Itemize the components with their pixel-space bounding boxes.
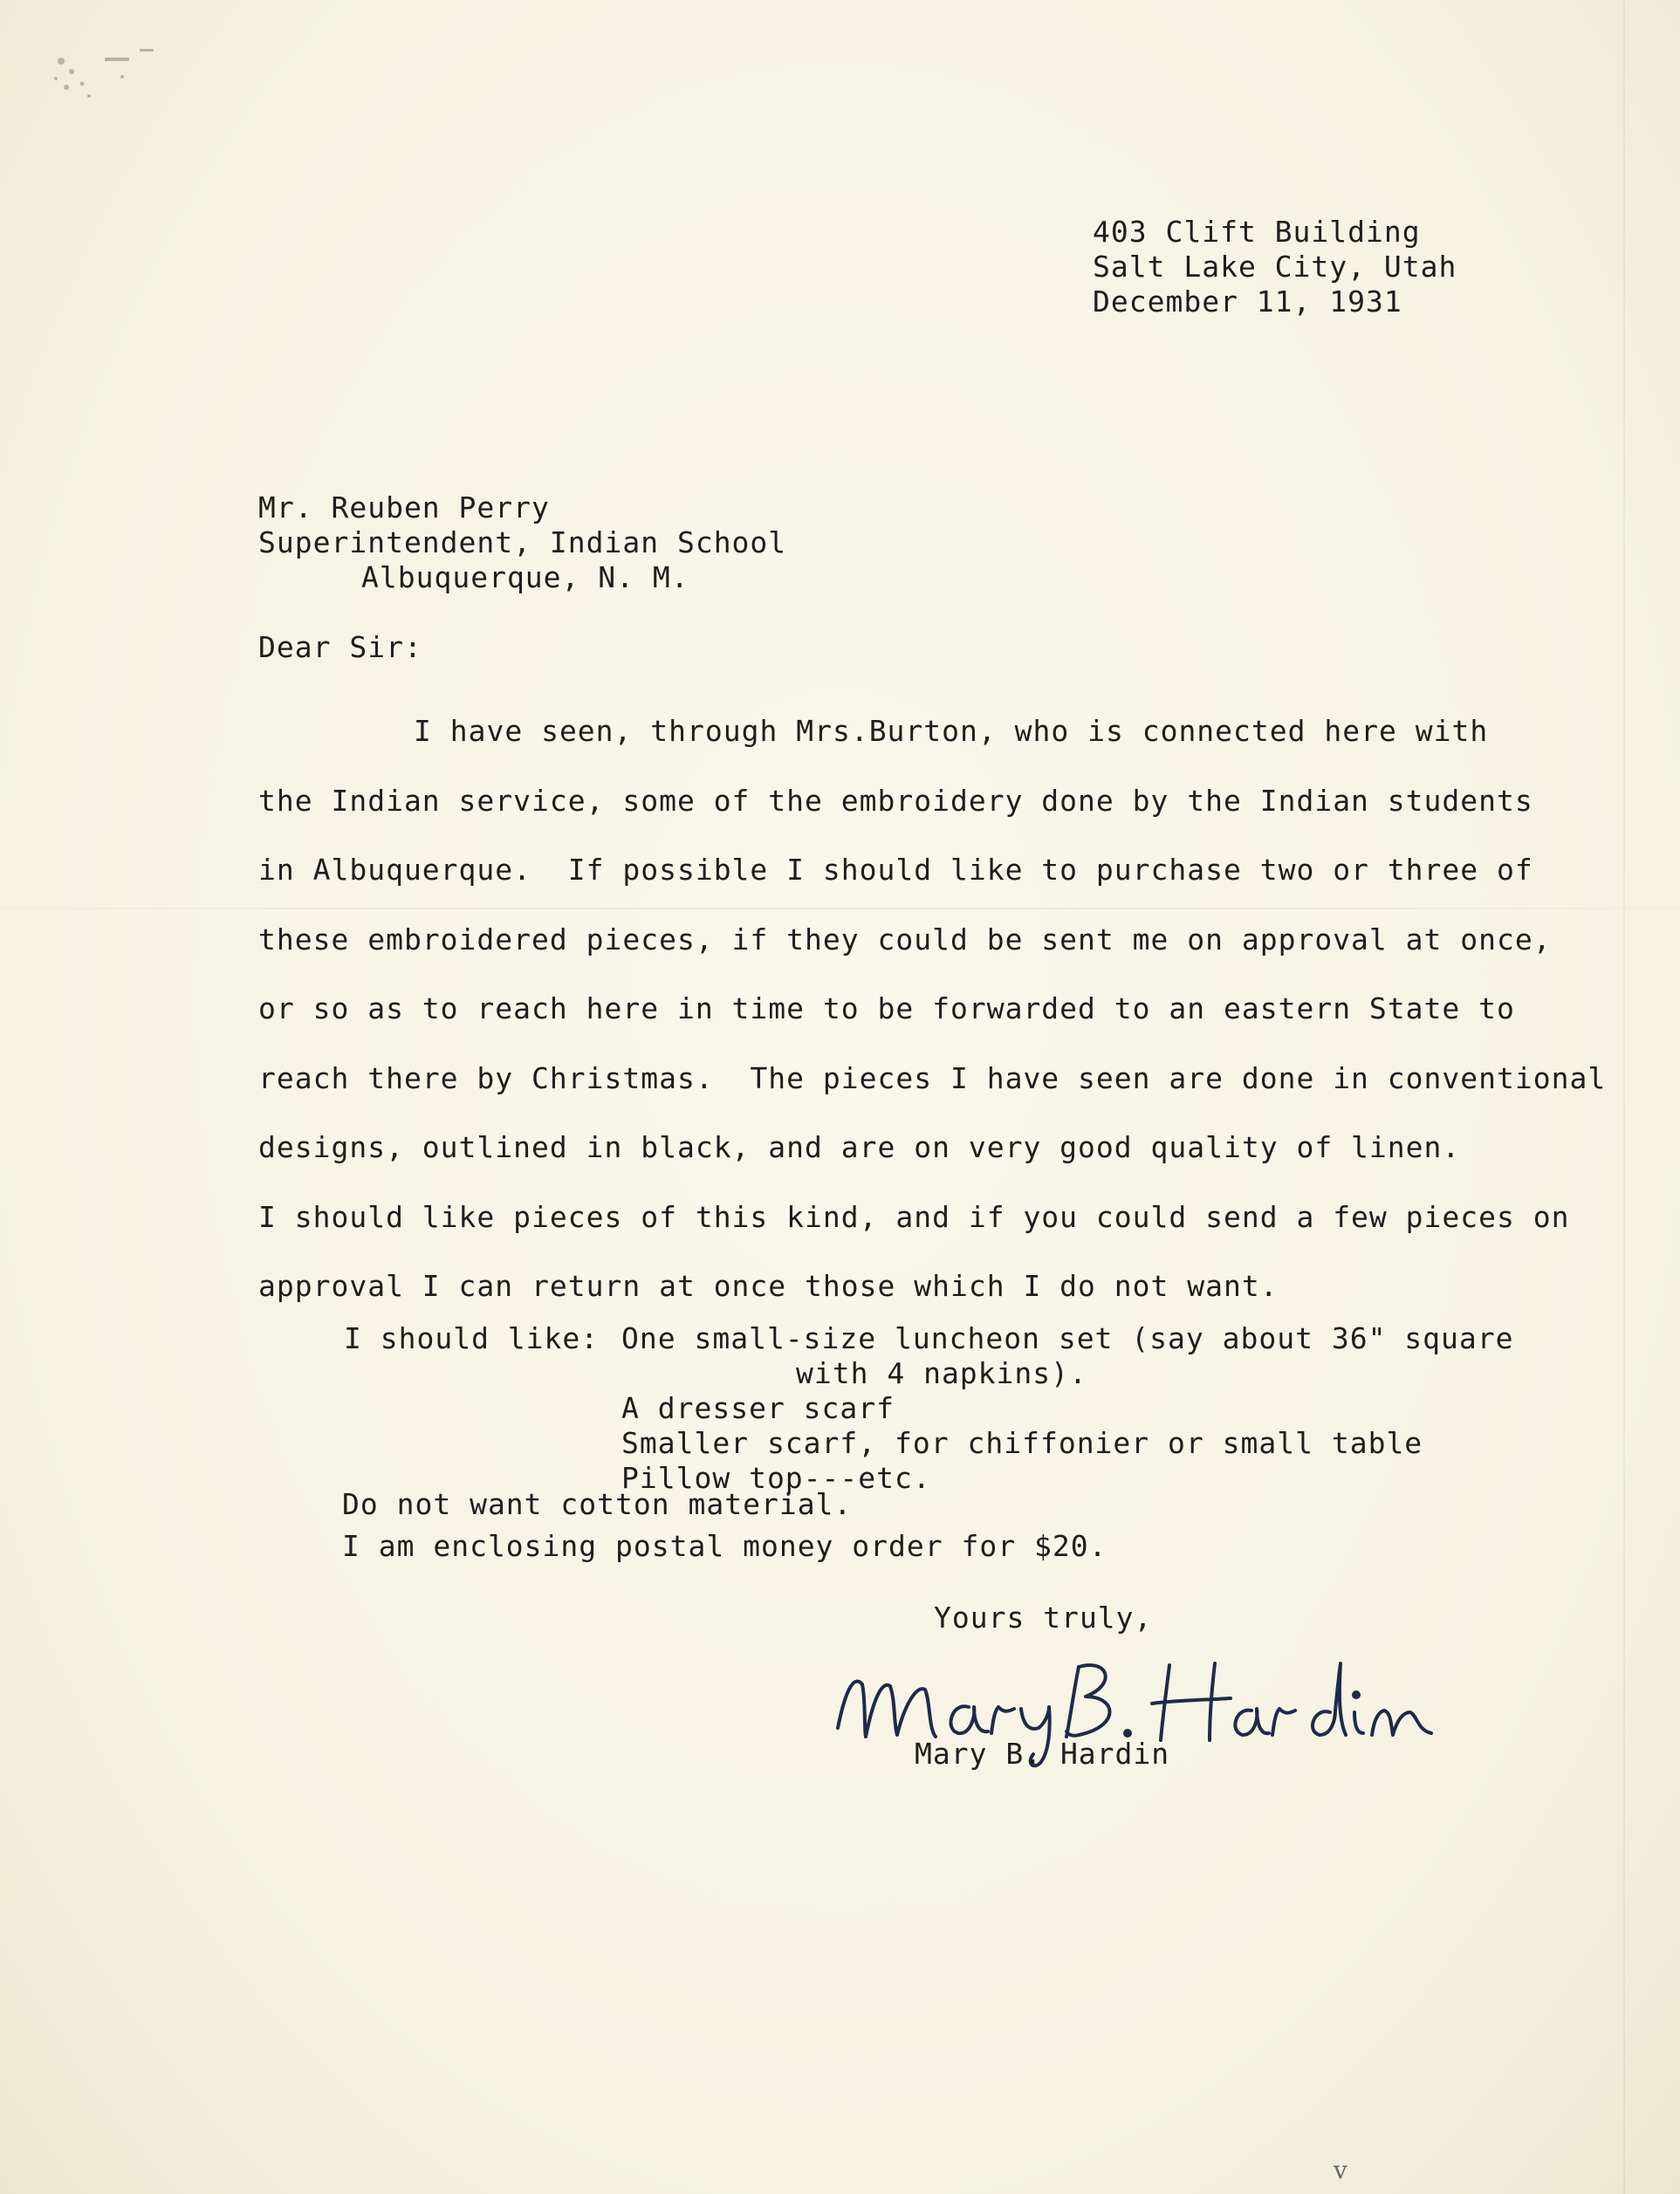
letter-date: December 11, 1931 xyxy=(1093,285,1402,319)
complimentary-closing: Yours truly, xyxy=(934,1601,1153,1635)
cotton-note: Do not want cotton material. xyxy=(342,1487,853,1521)
recipient-block xyxy=(258,490,786,595)
request-item: Smaller scarf, for chiffonier or small table xyxy=(621,1426,1423,1460)
body-line: approval I can return at once those which I do not want. xyxy=(258,1269,1279,1303)
address-line-2: Salt Lake City, Utah xyxy=(1093,250,1457,284)
address-line-1: 403 Clift Building xyxy=(1093,215,1421,249)
body-line: designs, outlined in black, and are on very good quality of linen. xyxy=(258,1130,1461,1164)
request-list xyxy=(621,1321,1514,1496)
request-item-continuation: with 4 napkins). xyxy=(796,1356,1087,1390)
closing-notes xyxy=(342,1484,1107,1567)
recipient-name: Mr. Reuben Perry xyxy=(258,490,550,525)
request-item: One small-size luncheon set (say about 36" square xyxy=(621,1321,1514,1355)
body-line: or so as to reach here in time to be forwarded to an eastern State to xyxy=(258,991,1515,1025)
printed-signatory-name: Mary B. Hardin xyxy=(915,1737,1170,1771)
body-line: I have seen, through Mrs.Burton, who is connected here with xyxy=(414,714,1489,748)
request-label: I should like: xyxy=(344,1321,600,1355)
body-line: the Indian service, some of the embroidery done by the Indian students xyxy=(258,783,1533,818)
return-address xyxy=(1093,215,1457,319)
body-line: in Albuquerque. If possible I should like to purchase two or three of xyxy=(258,853,1533,887)
letter-body xyxy=(258,696,1606,1321)
recipient-location: Albuquerque, N. M. xyxy=(361,560,689,594)
body-line: reach there by Christmas. The pieces I have seen are done in conventional xyxy=(258,1060,1607,1095)
body-line: these embroidered pieces, if they could be sent me on approval at once, xyxy=(258,922,1552,956)
recipient-title: Superintendent, Indian School xyxy=(258,525,787,559)
request-item: A dresser scarf xyxy=(621,1391,895,1425)
enclosure-note: I am enclosing postal money order for $20. xyxy=(342,1529,1107,1563)
salutation: Dear Sir: xyxy=(258,630,422,664)
margin-mark: v xyxy=(1334,2156,1347,2184)
request-item: Pillow top---etc. xyxy=(621,1461,931,1495)
body-line: I should like pieces of this kind, and if you could send a few pieces on xyxy=(258,1199,1570,1234)
paper-speckle-marks xyxy=(44,26,183,113)
fold-crease-vertical xyxy=(1623,0,1625,2194)
